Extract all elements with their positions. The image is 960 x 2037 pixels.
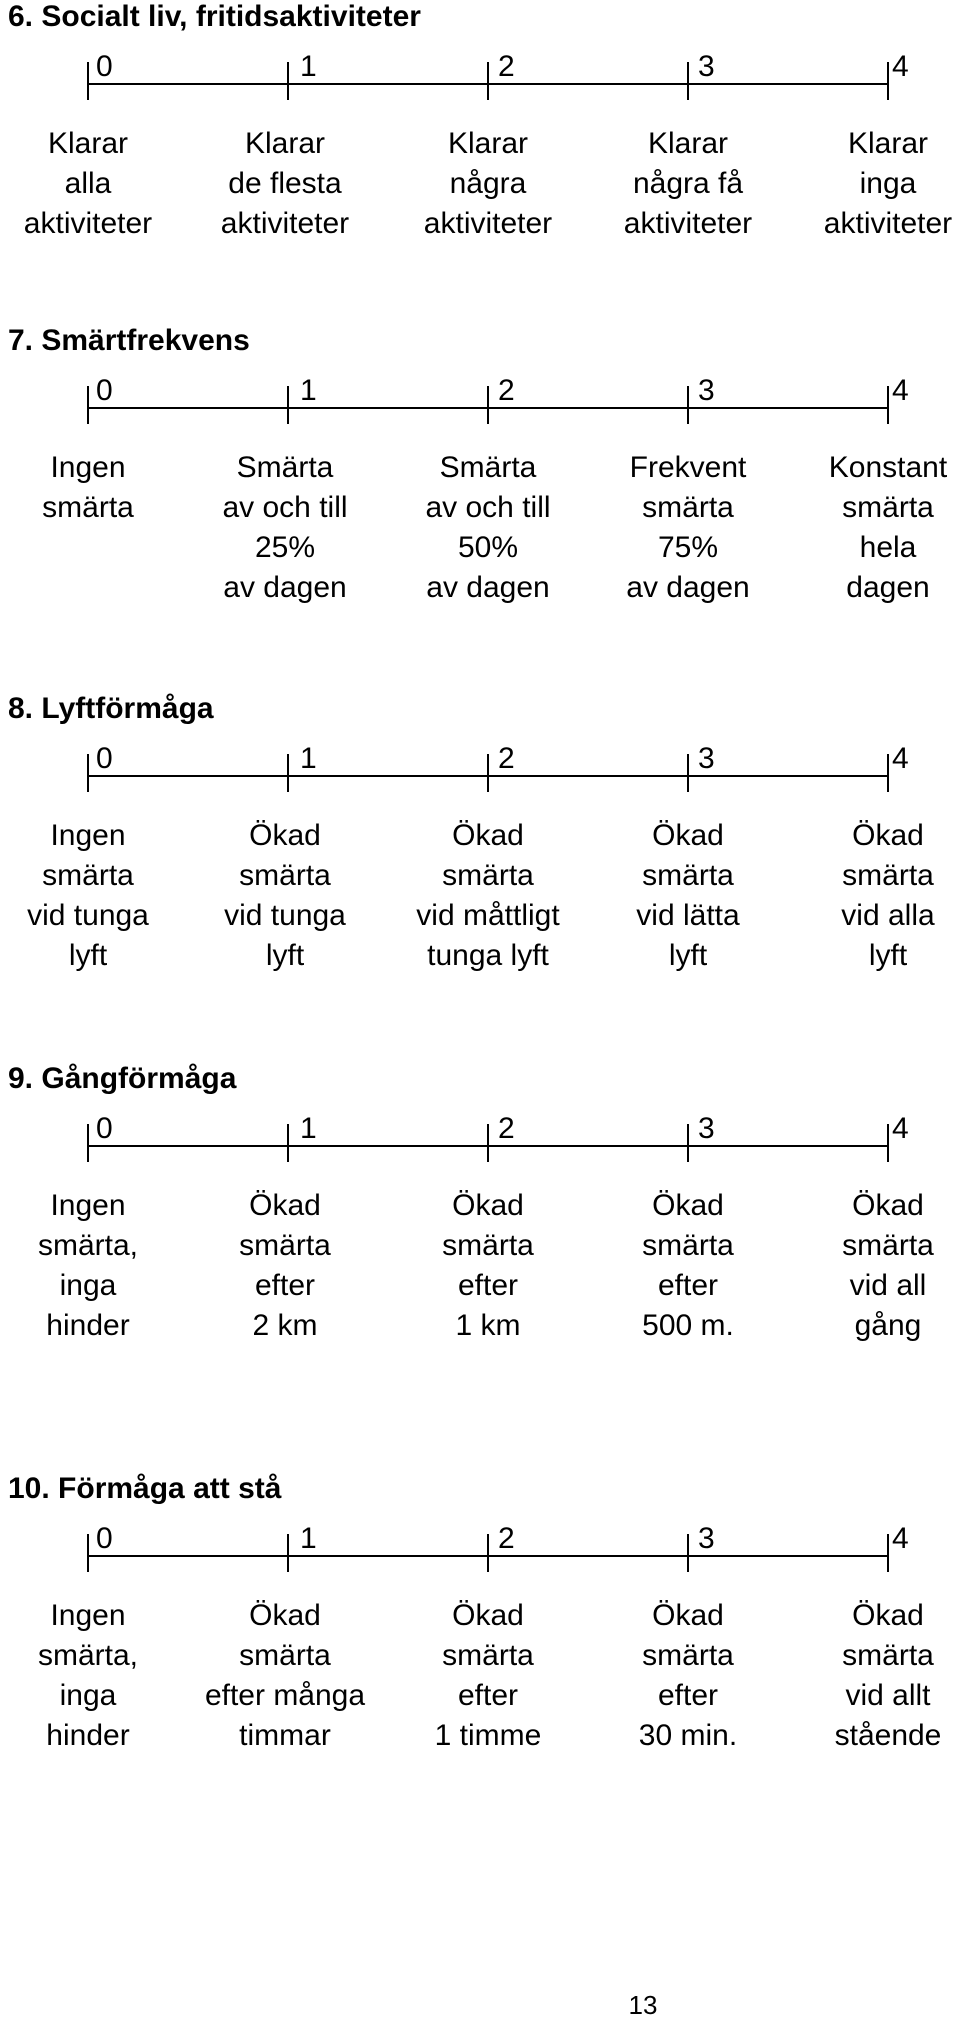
scale-number: 1: [300, 1522, 317, 1555]
level-description: [788, 124, 960, 244]
scale-tick: [87, 1534, 89, 1572]
rating-scale: [0, 736, 960, 782]
description-line: smärta: [42, 859, 134, 892]
section-title: 8. Lyftförmåga: [8, 692, 214, 725]
scale-tick: [487, 754, 489, 792]
section-title: 10. Förmåga att stå: [8, 1472, 282, 1505]
description-line: Ökad: [852, 819, 924, 852]
scale-tick: [287, 386, 289, 424]
description-line: Ökad: [652, 1189, 724, 1222]
description-line: efter: [457, 1679, 519, 1712]
rating-scale: [0, 1106, 960, 1152]
description-line: 2 km: [252, 1309, 318, 1342]
scale-number: 4: [892, 50, 909, 83]
description-line: vid tunga: [224, 899, 346, 932]
description-line: smärta: [842, 1229, 934, 1262]
description-line: aktiviteter: [823, 207, 953, 240]
level-description: [0, 448, 188, 528]
description-line: av dagen: [223, 571, 347, 604]
scale-tick: [887, 754, 889, 792]
description-line: smärta: [842, 1639, 934, 1672]
description-line: Ökad: [452, 819, 524, 852]
description-line: smärta: [642, 491, 734, 524]
description-line: Ingen: [50, 819, 126, 852]
scale-number: 4: [892, 1112, 909, 1145]
description-line: Ökad: [852, 1189, 924, 1222]
description-line: efter många: [204, 1679, 366, 1712]
description-line: några: [449, 167, 527, 200]
description-line: 500 m.: [642, 1309, 734, 1342]
description-line: smärta: [842, 491, 934, 524]
description-line: Konstant: [828, 451, 948, 484]
description-line: Klarar: [847, 127, 929, 160]
rating-scale: [0, 44, 960, 90]
scale-number: 1: [300, 742, 317, 775]
description-line: Smärta: [236, 451, 334, 484]
description-line: smärta: [842, 859, 934, 892]
scale-number: 0: [96, 374, 113, 407]
section-title: 9. Gångförmåga: [8, 1062, 237, 1095]
scale-tick: [887, 386, 889, 424]
description-line: aktiviteter: [423, 207, 553, 240]
description-line: Klarar: [47, 127, 129, 160]
description-line: tunga lyft: [427, 939, 549, 972]
page-number: 13: [628, 1990, 658, 2020]
description-line: smärta: [239, 1639, 331, 1672]
description-line: 25%: [254, 531, 316, 564]
level-description: [185, 1186, 385, 1346]
scale-tick: [687, 1124, 689, 1162]
level-description: [388, 448, 588, 608]
scale-tick: [287, 62, 289, 100]
description-line: Frekvent: [629, 451, 747, 484]
level-description: [0, 816, 188, 976]
scale-tick: [687, 386, 689, 424]
scale-tick: [287, 754, 289, 792]
scale-tick: [687, 62, 689, 100]
scale-number: 2: [498, 50, 515, 83]
scale-tick: [487, 62, 489, 100]
description-line: smärta: [442, 1229, 534, 1262]
description-line: vid alla: [841, 899, 935, 932]
description-line: vid måttligt: [416, 899, 560, 932]
scale-number: 3: [698, 1112, 715, 1145]
scale-tick: [687, 754, 689, 792]
description-line: Ökad: [249, 819, 321, 852]
level-description: [588, 1596, 788, 1756]
description-line: Ingen: [50, 1189, 126, 1222]
level-description: [588, 448, 788, 608]
level-description: [185, 448, 385, 608]
scale-number: 0: [96, 1522, 113, 1555]
level-description: [185, 816, 385, 976]
scale-number: 3: [698, 374, 715, 407]
description-line: Ökad: [452, 1189, 524, 1222]
description-line: Ökad: [249, 1599, 321, 1632]
description-line: smärta: [239, 859, 331, 892]
level-description: [388, 1186, 588, 1346]
scale-tick: [687, 1534, 689, 1572]
scale-tick: [87, 1124, 89, 1162]
rating-scale: [0, 368, 960, 414]
scale-number: 4: [892, 374, 909, 407]
scale-number: 4: [892, 1522, 909, 1555]
description-line: efter: [457, 1269, 519, 1302]
description-line: smärta: [239, 1229, 331, 1262]
description-line: 75%: [657, 531, 719, 564]
scale-tick: [887, 1534, 889, 1572]
scale-number: 1: [300, 1112, 317, 1145]
level-description: [588, 816, 788, 976]
scale-number: 3: [698, 742, 715, 775]
description-line: efter: [657, 1679, 719, 1712]
level-description: [388, 124, 588, 244]
description-line: smärta: [642, 1229, 734, 1262]
description-line: Klarar: [647, 127, 729, 160]
scale-number: 1: [300, 50, 317, 83]
description-line: de flesta: [228, 167, 342, 200]
description-line: inga: [59, 1269, 117, 1302]
scale-number: 1: [300, 374, 317, 407]
description-line: smärta: [442, 859, 534, 892]
level-description: [0, 1186, 188, 1346]
description-line: inga: [859, 167, 917, 200]
description-line: efter: [254, 1269, 316, 1302]
scale-tick: [87, 386, 89, 424]
description-line: hinder: [46, 1719, 130, 1752]
description-line: inga: [59, 1679, 117, 1712]
scale-number: 4: [892, 742, 909, 775]
scale-tick: [487, 1124, 489, 1162]
rating-scale: [0, 1516, 960, 1562]
description-line: Ökad: [452, 1599, 524, 1632]
level-description: [788, 448, 960, 608]
description-line: Klarar: [447, 127, 529, 160]
level-description: [788, 1186, 960, 1346]
level-description: [0, 1596, 188, 1756]
scale-tick: [887, 62, 889, 100]
description-line: smärta: [42, 491, 134, 524]
description-line: stående: [834, 1719, 942, 1752]
scale-number: 0: [96, 50, 113, 83]
scale-number: 0: [96, 1112, 113, 1145]
level-description: [185, 124, 385, 244]
description-line: vid lätta: [636, 899, 740, 932]
description-line: timmar: [239, 1719, 331, 1752]
description-line: vid all: [849, 1269, 927, 1302]
description-line: Ingen: [50, 1599, 126, 1632]
description-line: 50%: [457, 531, 519, 564]
description-line: alla: [64, 167, 112, 200]
scale-tick: [887, 1124, 889, 1162]
description-line: smärta: [642, 1639, 734, 1672]
description-line: 1 km: [455, 1309, 521, 1342]
scale-tick: [87, 62, 89, 100]
description-line: lyft: [68, 939, 108, 972]
description-line: smärta,: [37, 1639, 139, 1672]
level-description: [588, 124, 788, 244]
scale-number: 0: [96, 742, 113, 775]
description-line: gång: [854, 1309, 922, 1342]
section-title: 6. Socialt liv, fritidsaktiviteter: [8, 0, 421, 33]
description-line: av dagen: [426, 571, 550, 604]
description-line: Smärta: [439, 451, 537, 484]
description-line: av och till: [425, 491, 551, 524]
level-description: [588, 1186, 788, 1346]
description-line: hela: [859, 531, 917, 564]
description-line: vid tunga: [27, 899, 149, 932]
section-title: 7. Smärtfrekvens: [8, 324, 250, 357]
description-line: av dagen: [626, 571, 750, 604]
scale-number: 3: [698, 50, 715, 83]
description-line: lyft: [868, 939, 908, 972]
scale-tick: [87, 754, 89, 792]
description-line: smärta: [442, 1639, 534, 1672]
description-line: hinder: [46, 1309, 130, 1342]
level-description: [388, 816, 588, 976]
scale-tick: [287, 1124, 289, 1162]
description-line: dagen: [846, 571, 930, 604]
description-line: smärta: [642, 859, 734, 892]
description-line: lyft: [265, 939, 305, 972]
level-description: [185, 1596, 385, 1756]
description-line: Ökad: [652, 1599, 724, 1632]
scale-number: 2: [498, 742, 515, 775]
description-line: 30 min.: [638, 1719, 738, 1752]
scale-tick: [287, 1534, 289, 1572]
scale-number: 2: [498, 1522, 515, 1555]
description-line: 1 timme: [434, 1719, 542, 1752]
description-line: Ökad: [249, 1189, 321, 1222]
level-description: [0, 124, 188, 244]
description-line: Ökad: [852, 1599, 924, 1632]
level-description: [788, 816, 960, 976]
description-line: av och till: [222, 491, 348, 524]
description-line: lyft: [668, 939, 708, 972]
description-line: efter: [657, 1269, 719, 1302]
description-line: vid allt: [845, 1679, 931, 1712]
level-description: [788, 1596, 960, 1756]
scale-number: 2: [498, 1112, 515, 1145]
description-line: Klarar: [244, 127, 326, 160]
description-line: några få: [632, 167, 744, 200]
scale-number: 3: [698, 1522, 715, 1555]
scale-number: 2: [498, 374, 515, 407]
description-line: aktiviteter: [220, 207, 350, 240]
description-line: Ökad: [652, 819, 724, 852]
description-line: aktiviteter: [23, 207, 153, 240]
level-description: [388, 1596, 588, 1756]
scale-tick: [487, 386, 489, 424]
description-line: Ingen: [50, 451, 126, 484]
scale-tick: [487, 1534, 489, 1572]
description-line: smärta,: [37, 1229, 139, 1262]
description-line: aktiviteter: [623, 207, 753, 240]
